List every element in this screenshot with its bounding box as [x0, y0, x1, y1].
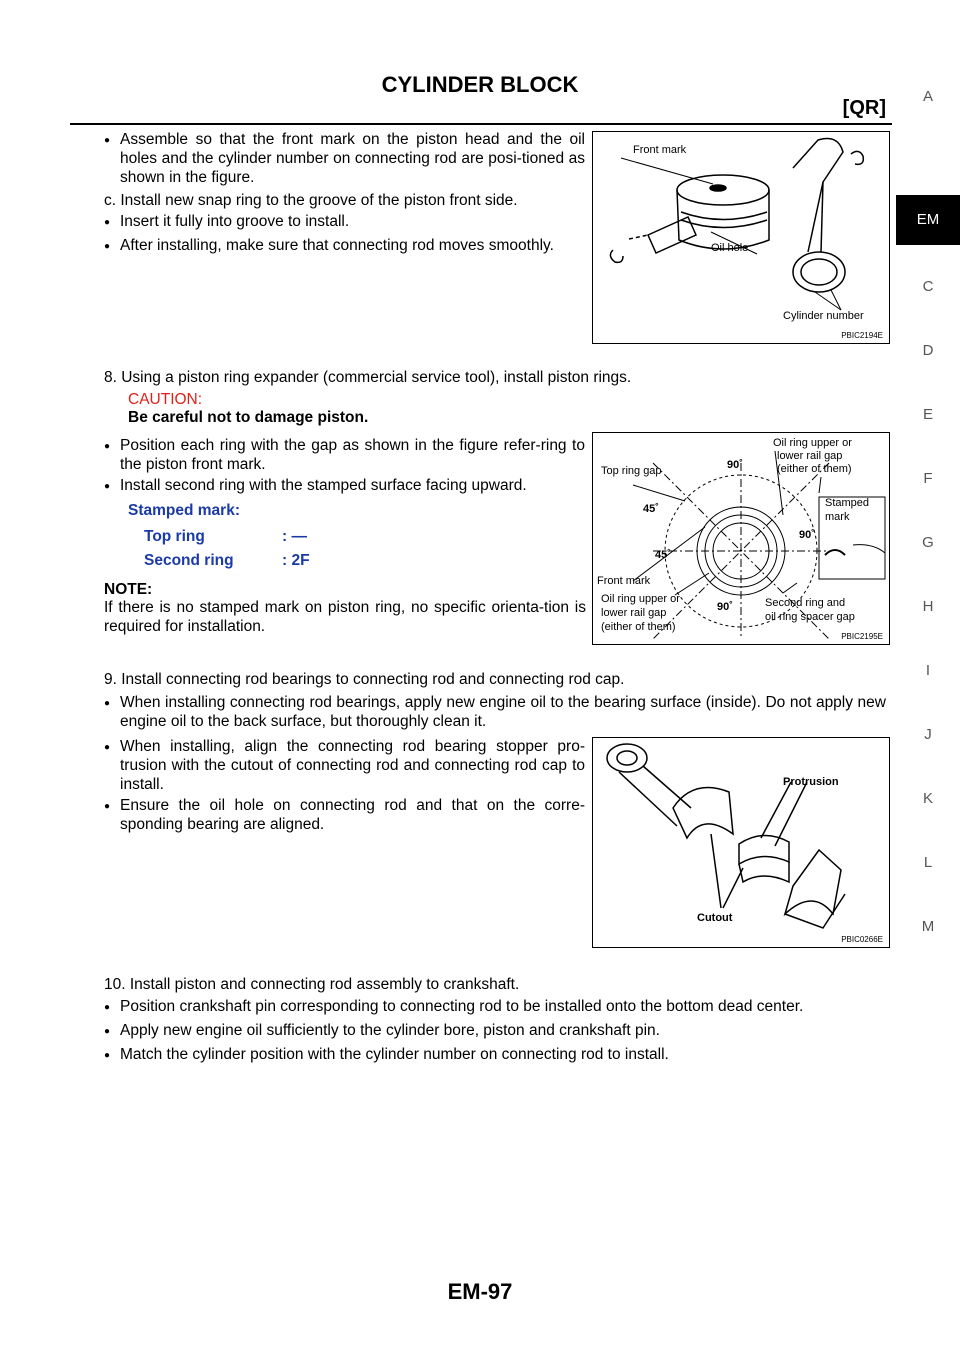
angle-90-top: 90˚ [727, 459, 743, 471]
label-oil-upper-1: Oil ring upper or [773, 437, 852, 449]
label-oil-upper-3: (either of them) [777, 463, 852, 475]
section-tab-g[interactable]: G [922, 534, 934, 551]
section-tab-c[interactable]: C [922, 278, 934, 295]
step-c: c. Install new snap ring to the groove of the piston front side. [104, 192, 518, 209]
bullet-after-install: ● After installing, make sure that connecting rod moves smoothly. [120, 236, 585, 255]
bullet-align-stopper: ● When installing, align the connecting rod bearing stopper pro-trusion with the cutout of connecting rod and connecting rod cap to install. [120, 737, 585, 794]
top-ring-label: Top ring [144, 528, 205, 545]
angle-90-bottom: 90˚ [717, 601, 733, 613]
page-number: EM-97 [447, 1279, 513, 1304]
section-tab-a[interactable]: A [922, 88, 933, 105]
section-tab-em[interactable]: EM [896, 195, 960, 245]
section-tab-m[interactable]: M [921, 918, 935, 935]
section-tab-h[interactable]: H [922, 598, 934, 615]
top-ring-value: : — [282, 528, 307, 545]
bearing-illustration [593, 738, 889, 947]
label-oil-lower-1: Oil ring upper or [601, 593, 680, 605]
bullet-match-cylinder: ● Match the cylinder position with the cylinder number on connecting rod to install. [120, 1045, 886, 1064]
angle-45-a: 45˚ [643, 503, 659, 515]
step-8: 8. Using a piston ring expander (commercial service tool), install piston rings. [104, 369, 632, 386]
label-protrusion: Protrusion [783, 776, 839, 788]
step-10: 10. Install piston and connecting rod assembly to crankshaft. [104, 976, 520, 993]
label-stamped-1: Stamped [825, 497, 870, 509]
label-cutout: Cutout [697, 912, 733, 924]
label-cylinder-number: Cylinder number [783, 310, 864, 322]
figure-piston-rod [592, 131, 890, 344]
label-second-ring-1: Second ring and [765, 597, 846, 609]
section-tab-e[interactable]: E [922, 406, 933, 423]
section-tab-k[interactable]: K [922, 790, 933, 807]
label-oil-hole: Oil hole [711, 242, 749, 254]
label-front-mark: Front mark [633, 144, 687, 156]
angle-90-right: 90˚ [799, 529, 815, 541]
section-tab-l[interactable]: L [923, 854, 933, 871]
section-tab-f[interactable]: F [923, 470, 933, 487]
note-label: NOTE: [104, 581, 153, 598]
section-tab-j[interactable]: J [924, 726, 932, 743]
bullet-position-ring: ● Position each ring with the gap as shown in the figure refer-ring to the piston front mark. [120, 436, 585, 474]
figure-bearing [592, 737, 890, 948]
figure-code: PBIC2195E [841, 632, 883, 641]
note-text: If there is no stamped mark on piston ring, no specific orienta-tion is required for installation. [104, 599, 586, 635]
page-subtitle: [QR] [842, 97, 886, 119]
label-stamped-2: mark [825, 511, 850, 523]
section-tab-i[interactable]: I [925, 662, 931, 679]
bullet-assemble: ● Assemble so that the front mark on the piston head and the oil holes and the cylinder number on connecting rod are posi-tioned as shown in the figure. [120, 130, 585, 187]
figure-code: PBIC0266E [841, 935, 883, 944]
bullet-apply-oil: ● Apply new engine oil sufficiently to the cylinder bore, piston and crankshaft pin. [120, 1021, 886, 1040]
header-rule [70, 123, 892, 125]
label-oil-lower-3: (either of them) [601, 621, 676, 633]
label-top-ring-gap: Top ring gap [601, 465, 662, 477]
stamped-mark-title: Stamped mark: [128, 502, 240, 519]
step-9: 9. Install connecting rod bearings to connecting rod and connecting rod cap. [104, 671, 625, 688]
caution-label: CAUTION: [128, 391, 203, 408]
label-front-mark-2: Front mark [597, 575, 651, 587]
bullet-crank-pin: ● Position crankshaft pin corresponding to connecting rod to be installed onto the bottom dead center. [120, 997, 886, 1016]
bullet-insert: ● Insert it fully into groove to install. [120, 212, 585, 231]
second-ring-value: : 2F [282, 552, 310, 569]
page-title: CYLINDER BLOCK [381, 72, 579, 97]
second-ring-label: Second ring [144, 552, 234, 569]
section-tab-d[interactable]: D [922, 342, 934, 359]
bullet-oil-hole-aligned: ● Ensure the oil hole on connecting rod and that on the corre-sponding bearing are aligned. [120, 796, 585, 834]
caution-text: Be careful not to damage piston. [128, 409, 369, 426]
bullet-bearing-oil: ● When installing connecting rod bearings, apply new engine oil to the bearing surface (inside). Do not apply new engine oil to the back surface, but thoroughly clean it. [120, 693, 886, 731]
label-oil-lower-2: lower rail gap [601, 607, 667, 619]
figure-code: PBIC2194E [841, 331, 883, 340]
label-oil-upper-2: lower rail gap [777, 450, 843, 462]
bullet-second-ring: ● Install second ring with the stamped surface facing upward. [120, 476, 585, 495]
angle-45-b: 45˚ [655, 549, 671, 561]
label-second-ring-2: oil ring spacer gap [765, 611, 855, 623]
figure-ring-gaps [592, 432, 890, 645]
